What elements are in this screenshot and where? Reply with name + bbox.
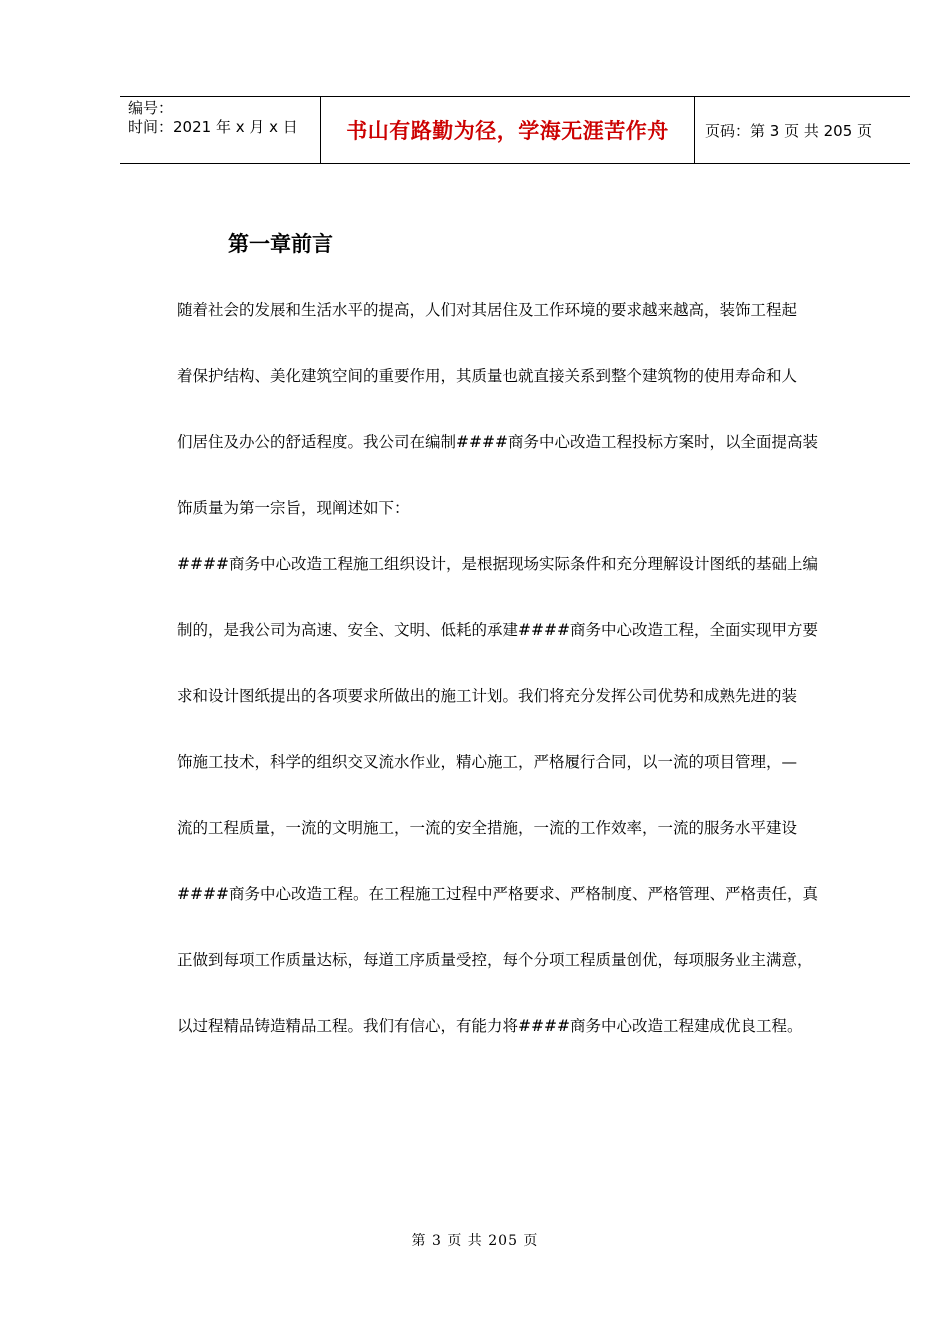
- body-line: ####商务中心改造工程施工组织设计，是根据现场实际条件和充分理解设计图纸的基础上编: [177, 555, 818, 573]
- body-line: 饰质量为第一宗旨，现阐述如下：: [177, 499, 410, 517]
- document-number-label: 编号：: [128, 99, 174, 117]
- document-time-label: 时间：2021 年 x 月 x 日: [128, 118, 298, 136]
- body-line: ####商务中心改造工程。在工程施工过程中严格要求、严格制度、严格管理、严格责任，真: [177, 885, 818, 903]
- body-line: 流的工程质量，一流的文明施工，一流的安全措施，一流的工作效率，一流的服务水平建设: [177, 819, 798, 837]
- chapter-title: 第一章前言: [228, 232, 333, 256]
- body-line: 以过程精品铸造精品工程。我们有信心，有能力将####商务中心改造工程建成优良工程。: [177, 1017, 803, 1035]
- page-footer: 第 3 页 共 205 页: [411, 1233, 539, 1249]
- body-line: 正做到每项工作质量达标，每道工序质量受控，每个分项工程质量创优，每项服务业主满意，: [177, 951, 813, 969]
- body-line: 着保护结构、美化建筑空间的重要作用，其质量也就直接关系到整个建筑物的使用寿命和人: [177, 367, 798, 385]
- header-meta: [120, 97, 321, 163]
- body-line: 饰施工技术，科学的组织交叉流水作业，精心施工，严格履行合同，以一流的项目管理，—: [177, 753, 798, 771]
- body-line: 制的，是我公司为高速、安全、文明、低耗的承建####商务中心改造工程，全面实现甲方要: [177, 621, 818, 639]
- page-header: [120, 96, 910, 164]
- header-motto: 书山有路勤为径，学海无涯苦作舟: [321, 97, 695, 163]
- body-line: 求和设计图纸提出的各项要求所做出的施工计划。我们将充分发挥公司优势和成熟先进的装: [177, 687, 798, 705]
- header-page-number: 页码：第 3 页 共 205 页: [705, 121, 873, 140]
- body-line: 们居住及办公的舒适程度。我公司在编制####商务中心改造工程投标方案时，以全面提高装: [177, 433, 818, 451]
- body-line: 随着社会的发展和生活水平的提高，人们对其居住及工作环境的要求越来越高，装饰工程起: [177, 301, 798, 319]
